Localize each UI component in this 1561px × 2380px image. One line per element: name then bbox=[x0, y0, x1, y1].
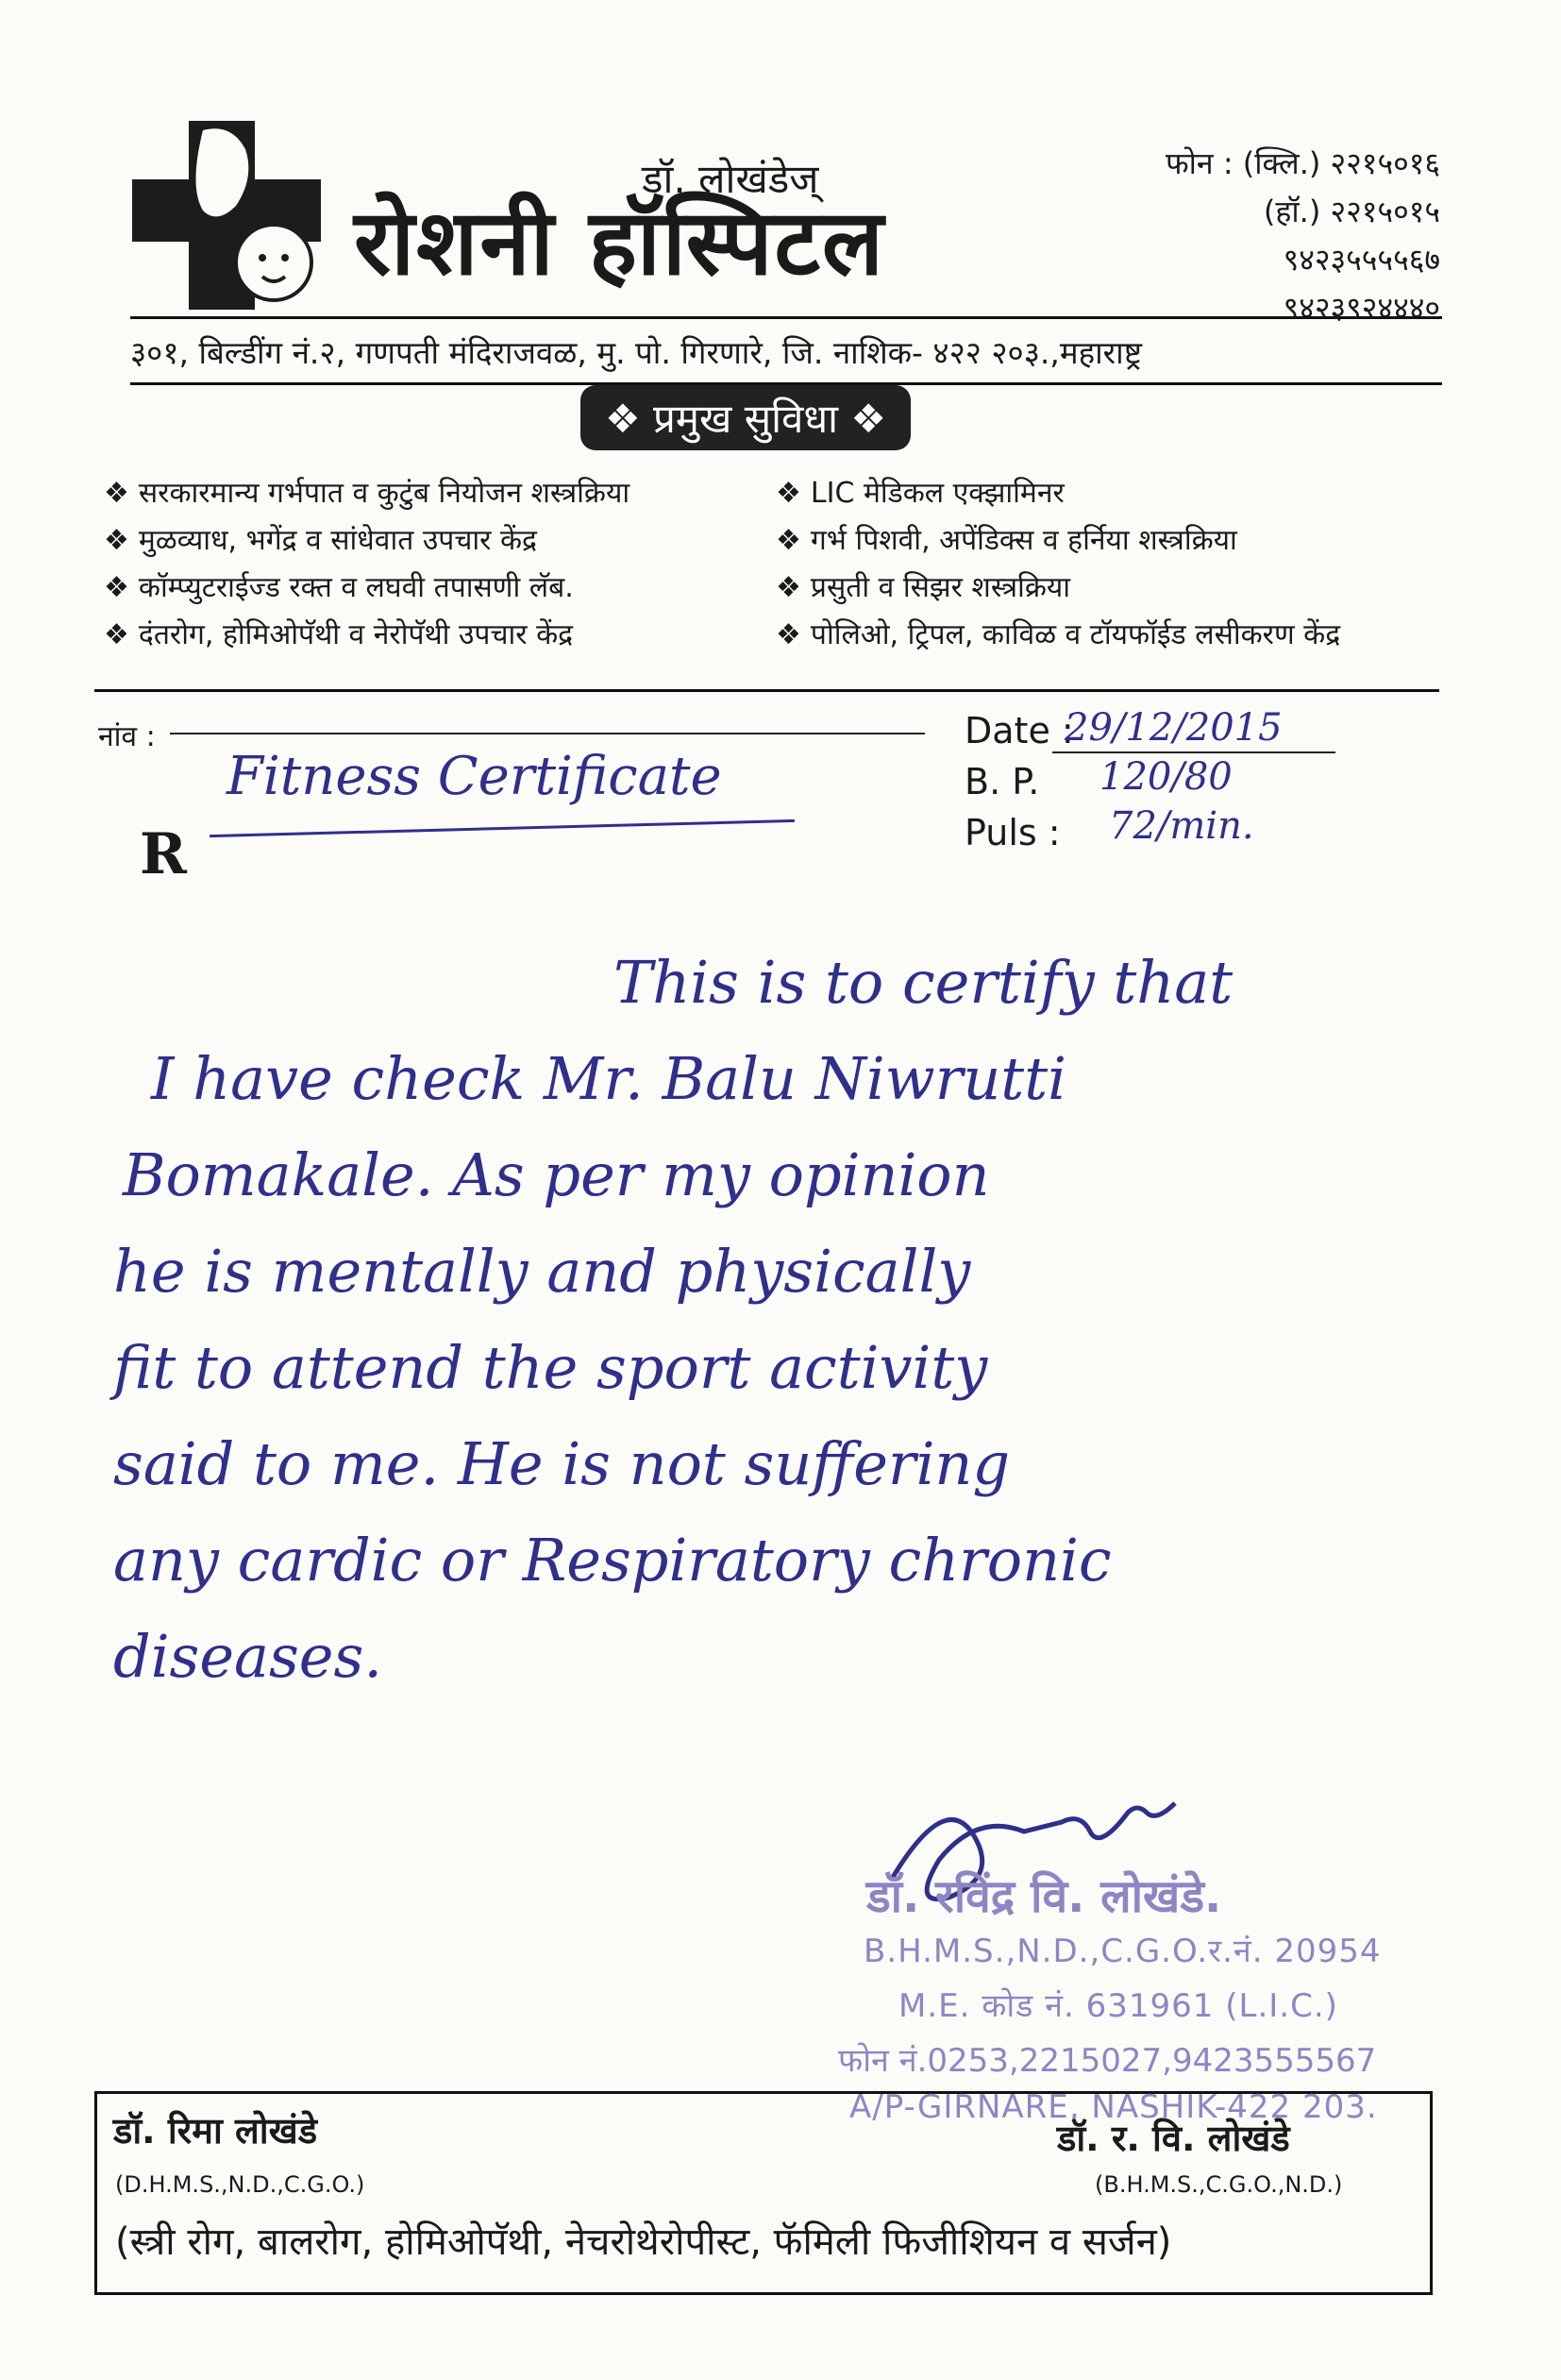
section-divider bbox=[94, 689, 1439, 692]
body-line: This is to certify that bbox=[613, 948, 1234, 1017]
phone-line: ९४२३९२४४४० bbox=[1283, 290, 1440, 326]
bp-label: B. P. bbox=[965, 761, 1040, 802]
bp-value: 120/80 bbox=[1099, 755, 1233, 799]
body-line: any cardic or Respiratory chronic bbox=[113, 1526, 1112, 1595]
rx-symbol: R bbox=[140, 821, 187, 887]
facility-item: ❖ प्रसुती व सिझर शस्त्रक्रिया bbox=[776, 571, 1071, 604]
diamond-bullet-icon: ❖ bbox=[104, 524, 129, 557]
diamond-bullet-icon: ❖ bbox=[776, 618, 801, 651]
facility-item: ❖ मुळव्याध, भगेंद्र व सांधेवात उपचार केंद्र bbox=[104, 524, 537, 557]
stamp-phone: फोन नं.0253,2215027,9423555567 bbox=[838, 2042, 1377, 2080]
certificate-body bbox=[104, 935, 1482, 1705]
body-line: he is mentally and physically bbox=[113, 1237, 971, 1306]
certificate-title: Fitness Certificate bbox=[227, 746, 722, 807]
facility-item: ❖ सरकारमान्य गर्भपात व कुटुंब नियोजन शस्त्रक्रिया bbox=[104, 477, 630, 510]
phone-line: ९४२३५५५५६७ bbox=[1283, 242, 1440, 278]
title-underline bbox=[210, 819, 795, 837]
diamond-bullet-icon: ❖ bbox=[104, 571, 129, 604]
facilities-list-left bbox=[104, 470, 629, 659]
body-line: said to me. He is not suffering bbox=[113, 1429, 1011, 1498]
footer-right-doctor: डॉ. र. वि. लोखंडे bbox=[1057, 2118, 1290, 2159]
phone-numbers bbox=[1166, 140, 1440, 332]
facility-item: ❖ LIC मेडिकल एक्झामिनर bbox=[776, 477, 1065, 510]
footer-left-doctor: डॉ. रिमा लोखंडे bbox=[113, 2110, 318, 2152]
footer-specialties: (स्त्री रोग, बालरोग, होमिओपॅथी, नेचरोथेरोपीस्ट, फॅमिली फिजीशियन व सर्जन) bbox=[115, 2220, 1172, 2264]
facility-item: ❖ कॉम्प्युटराईज्ड रक्त व लघवी तपासणी लॅब. bbox=[104, 571, 574, 604]
date-value: 29/12/2015 bbox=[1065, 706, 1283, 750]
facility-item: ❖ पोलिओ, ट्रिपल, काविळ व टॉयफॉईड लसीकरण केंद्र bbox=[776, 618, 1341, 651]
date-label: Date : bbox=[965, 710, 1074, 751]
phone-line: (हॉ.) २२१५०१५ bbox=[1263, 194, 1440, 229]
stamp-address: A/P-GIRNARE, NASHIK-422 203. bbox=[849, 2088, 1378, 2126]
body-line: fit to attend the sport activity bbox=[113, 1333, 988, 1402]
pulse-value: 72/min. bbox=[1109, 804, 1254, 848]
facilities-banner: ❖ प्रमुख सुविधा ❖ bbox=[580, 385, 911, 450]
body-line: I have check Mr. Balu Niwrutti bbox=[151, 1044, 1066, 1113]
hospital-logo bbox=[132, 121, 321, 310]
hospital-name: रोशनी हॉस्पिटल bbox=[354, 190, 886, 295]
body-line: Bomakale. As per my opinion bbox=[123, 1140, 990, 1209]
facility-item: ❖ गर्भ पिशवी, अपेंडिक्स व हर्निया शस्त्रक्रिया bbox=[776, 524, 1237, 557]
phone-line: फोन : (क्लि.) २२१५०१६ bbox=[1165, 145, 1440, 181]
diamond-bullet-icon: ❖ bbox=[776, 571, 801, 604]
stamp-doctor-name: डॉ. रविंद्र वि. लोखंडे. bbox=[866, 1870, 1222, 1923]
diamond-bullet-icon: ❖ bbox=[776, 477, 801, 510]
date-field-line bbox=[1052, 751, 1335, 753]
clinic-doctor-name: डॉ. लोखंडेज् bbox=[642, 156, 819, 202]
name-field-line bbox=[170, 733, 925, 734]
facilities-list-right bbox=[776, 470, 1340, 659]
diamond-bullet-icon: ❖ bbox=[104, 477, 129, 510]
footer-left-qualification: (D.H.M.S.,N.D.,C.G.O.) bbox=[115, 2171, 365, 2198]
body-line: diseases. bbox=[113, 1622, 383, 1691]
footer-right-qualification: (B.H.M.S.,C.G.O.,N.D.) bbox=[1095, 2171, 1343, 2198]
name-label: नांव : bbox=[98, 720, 156, 753]
facility-item: ❖ दंतरोग, होमिओपॅथी व नेरोपॅथी उपचार केंद्र bbox=[104, 618, 574, 651]
stamp-me-code: M.E. कोड नं. 631961 (L.I.C.) bbox=[898, 1987, 1338, 2025]
hospital-address: ३०१, बिल्डींग नं.२, गणपती मंदिराजवळ, मु. पो. गिरणारे, जि. नाशिक- ४२२ २०३.,महाराष्ट्र bbox=[130, 316, 1442, 385]
stamp-registration: B.H.M.S.,N.D.,C.G.O.र.नं. 20954 bbox=[864, 1933, 1382, 1970]
pulse-label: Puls : bbox=[965, 812, 1061, 853]
diamond-bullet-icon: ❖ bbox=[104, 618, 129, 651]
diamond-bullet-icon: ❖ bbox=[776, 524, 801, 557]
